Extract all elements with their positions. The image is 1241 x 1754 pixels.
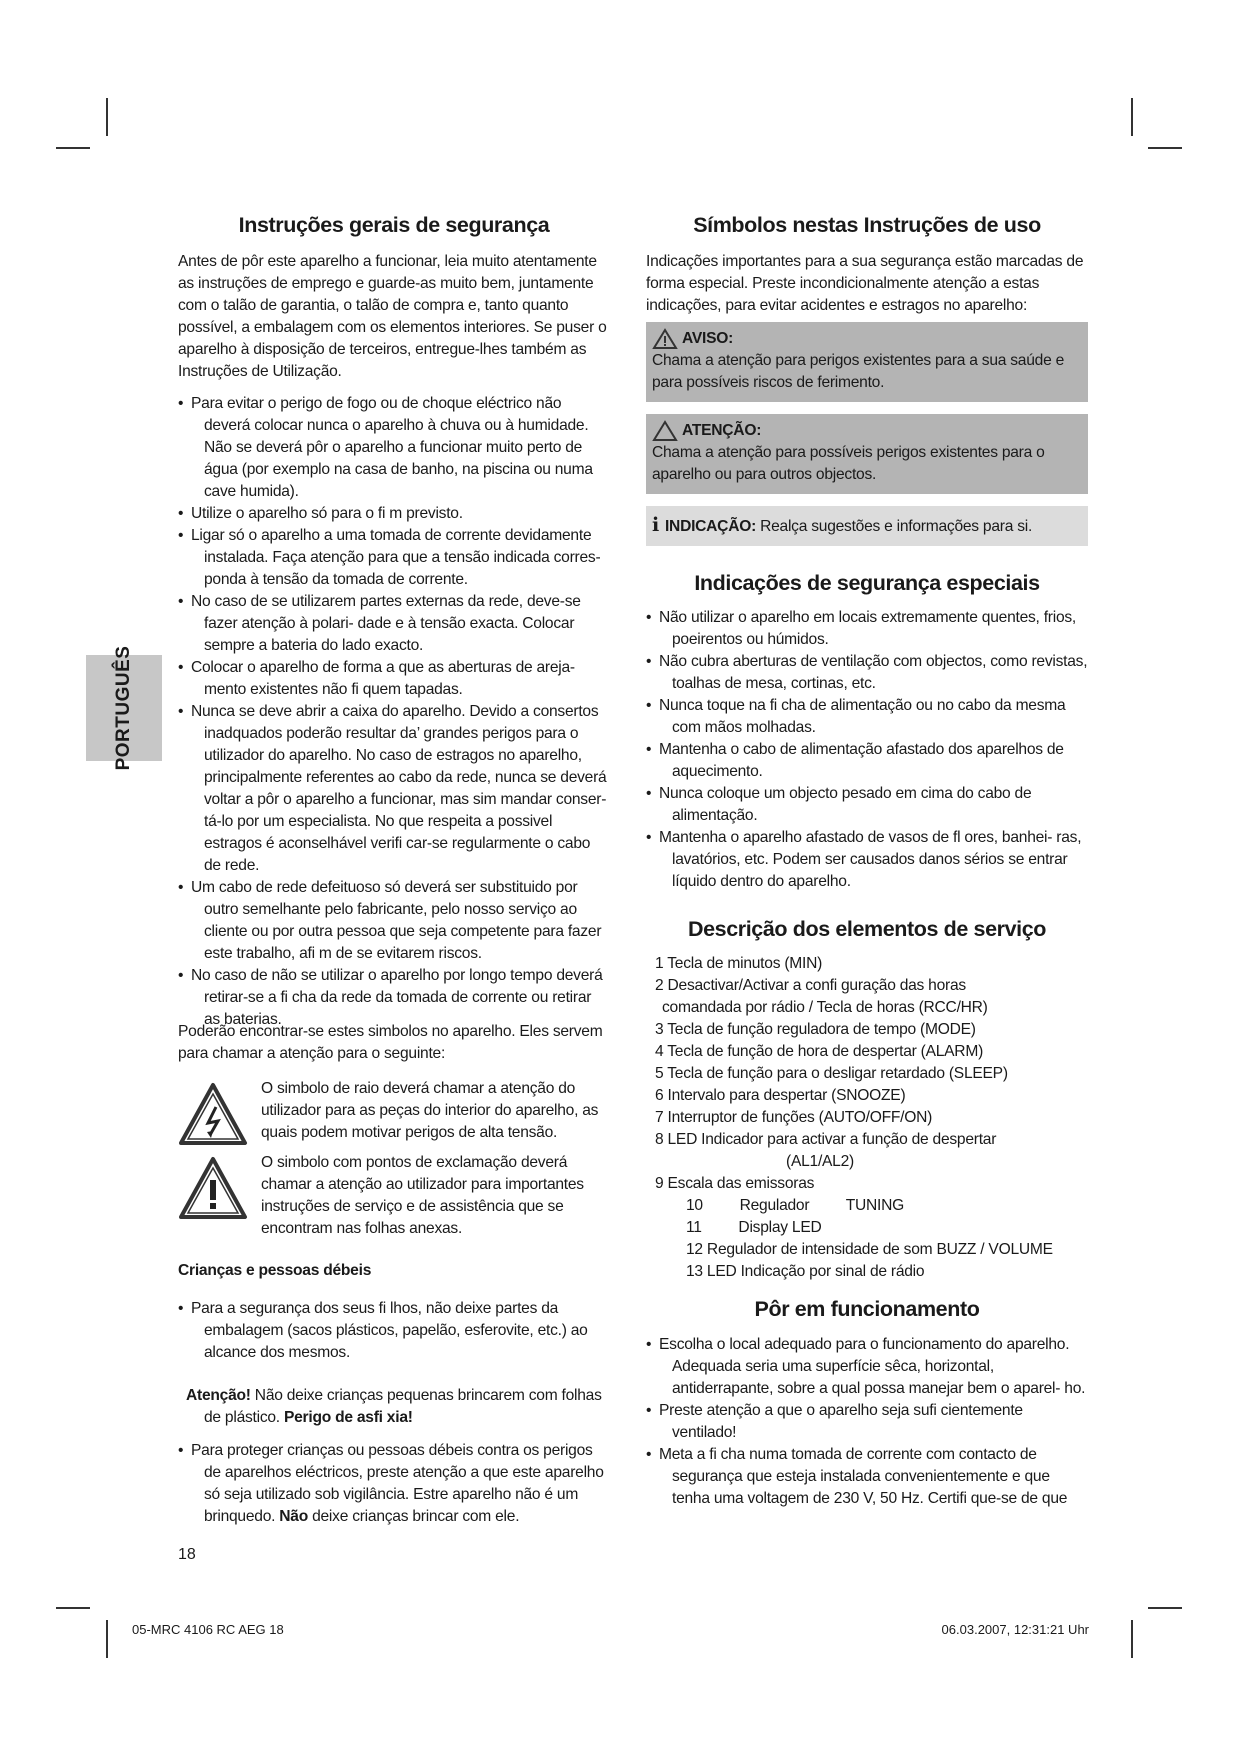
footer-file-info: 05-MRC 4106 RC AEG 18	[132, 1622, 284, 1637]
indicacao-box	[646, 506, 1088, 546]
list-item: 6 Intervalo para despertar (SNOOZE)	[655, 1087, 906, 1104]
list-item: 9 Escala das emissoras	[655, 1175, 815, 1192]
lightning-symbol-row	[178, 1078, 610, 1152]
language-side-tab	[86, 645, 162, 771]
symbols-intro: Indicações importantes para a sua segurança estão marcadas de forma especial. Preste incondicionalmente atenção a estas indicações, para evitar acidentes e estragos no aparelho:	[646, 253, 1084, 314]
exclamation-warning-icon	[178, 1156, 248, 1220]
list-item: 12 Regulador de intensidade de som BUZZ / VOLUME	[686, 1241, 1053, 1258]
nao-bold: Não	[279, 1508, 308, 1525]
list-item: • Não cubra aberturas de ventilação com objectos, como revistas, toalhas de mesa, cortinas, etc.	[646, 651, 1088, 695]
list-item: • Escolha o local adequado para o funcionamento do aparelho. Adequada seria uma superfície sêca, horizontal, antiderrapante, sobre a qual possa manejar bem o aparel- ho.	[646, 1334, 1088, 1400]
crop-mark	[1131, 1620, 1133, 1658]
language-label: PORTUGUÊS	[113, 645, 134, 771]
start-up-title: Pôr em funcionamento	[754, 1297, 980, 1321]
crop-mark	[106, 1620, 108, 1658]
list-item: • Colocar o aparelho de forma a que as aberturas de areja- mento existentes não fi quem tapadas.	[178, 657, 610, 701]
indicacao-label: INDICAÇÃO:	[664, 518, 757, 535]
warning-triangle-icon	[652, 328, 678, 350]
crop-mark	[56, 1607, 90, 1609]
high-voltage-warning-icon	[178, 1082, 248, 1146]
general-safety-title: Instruções gerais de segurança	[238, 213, 550, 237]
aviso-label: AVISO:	[682, 330, 734, 347]
exclamation-symbol-row	[178, 1152, 610, 1242]
info-icon: i	[652, 514, 659, 536]
list-item: 11 Display LED	[686, 1219, 822, 1236]
children-bullet-text-end: deixe crianças brincar com ele.	[308, 1508, 520, 1525]
special-safety-list	[646, 607, 1088, 893]
list-item: • No caso de se utilizarem partes externas da rede, deve-se fazer atenção à polari- dade e à tensão exacta. Colocar sempre a bateria do lado exacto.	[178, 591, 610, 657]
list-item: 8 LED Indicador para activar a função de despertar	[655, 1131, 997, 1148]
page-number: 18	[178, 1546, 196, 1563]
controls-description-title: Descrição dos elementos de serviço	[687, 917, 1047, 941]
indicacao-text: Realça sugestões e informações para si.	[756, 518, 1033, 535]
exclamation-symbol-text: O simbolo com pontos de exclamação deverá chamar a atenção ao utilizador para importantes instruções de serviço e de assistência que se encontram nas folhas anexas.	[261, 1154, 584, 1237]
lightning-symbol-text: O simbolo de raio deverá chamar a atenção do utilizador para as peças do interior do aparelho, as quais podem motivar perigos de alta tensão.	[261, 1080, 599, 1141]
start-up-list	[646, 1334, 1088, 1510]
suffocation-warning	[186, 1385, 610, 1429]
list-item: 1 Tecla de minutos (MIN)	[655, 955, 823, 972]
crop-mark	[1131, 98, 1133, 136]
list-item: comandada por rádio / Tecla de horas (RCC/HR)	[662, 999, 988, 1016]
symbols-on-device-intro: Poderão encontrar-se estes simbolos no aparelho. Eles servem para chamar a atenção para o seguinte:	[178, 1023, 603, 1062]
children-section-title: Crianças e pessoas débeis	[178, 1262, 372, 1279]
list-item: • Preste atenção a que o aparelho seja sufi cientemente ventilado!	[646, 1400, 1088, 1444]
list-item: 7 Interruptor de funções (AUTO/OFF/ON)	[655, 1109, 933, 1126]
list-item: 4 Tecla de função de hora de despertar (ALARM)	[655, 1043, 984, 1060]
perigo-label: Perigo de asfi xia!	[283, 1409, 413, 1426]
list-item: • Ligar só o aparelho a uma tomada de corrente devidamente instalada. Faça atenção para que a tensão indicada corres- ponda à tensão da tomada de corrente.	[178, 525, 610, 591]
children-list-2	[178, 1440, 610, 1528]
list-item: • Para a segurança dos seus fi lhos, não deixe partes da embalagem (sacos plásticos, papelão, esferovite, etc.) ao alcance dos mesmos.	[178, 1298, 610, 1364]
list-item: • Mantenha o cabo de alimentação afastado dos aparelhos de aquecimento.	[646, 739, 1088, 783]
list-item: • Mantenha o aparelho afastado de vasos de fl ores, banhei- ras, lavatórios, etc. Podem ser causados danos sérios se entrar líquido dentro do aparelho.	[646, 827, 1088, 893]
atencao-label: ATENÇÃO:	[682, 422, 762, 439]
list-item: • No caso de não se utilizar o aparelho por longo tempo deverá retirar-se a fi cha da rede da tomada de corrente ou retirar as baterias.	[178, 965, 610, 1031]
aviso-text: Chama a atenção para perigos existentes para a sua saúde e para possíveis riscos de ferimento.	[652, 352, 1065, 391]
crop-mark	[1148, 1607, 1182, 1609]
list-item: • Utilize o aparelho só para o fi m previsto.	[178, 503, 610, 525]
crop-mark	[56, 147, 90, 149]
list-item: 2 Desactivar/Activar a confi guração das horas	[655, 977, 966, 994]
children-bullet-text: Para proteger crianças ou pessoas débeis contra os perigos de aparelhos eléctricos, preste atenção a que este aparelho só seja utilizado sob vigilância. Estre aparelho não é um brinquedo.	[191, 1442, 604, 1525]
list-item: • Para evitar o perigo de fogo ou de choque eléctrico não deverá colocar nunca o aparelho à chuva ou à humidade. Não se deverá pôr o aparelho a funcionar muito perto de água (por exemplo na casa de banho, na piscina ou numa cave humida).	[178, 393, 610, 503]
footer-timestamp: 06.03.2007, 12:31:21 Uhr	[941, 1622, 1089, 1637]
special-safety-title: Indicações de segurança especiais	[694, 571, 1040, 595]
atencao-text: Chama a atenção para possíveis perigos existentes para o aparelho ou para outros objectos.	[652, 444, 1045, 483]
atencao-label: Atenção!	[186, 1387, 251, 1404]
general-safety-list	[178, 393, 610, 1031]
symbols-title: Símbolos nestas Instruções de uso	[693, 213, 1041, 237]
list-item: 5 Tecla de função para o desligar retardado (SLEEP)	[655, 1065, 1008, 1082]
list-item: • Nunca coloque um objecto pesado em cima do cabo de alimentação.	[646, 783, 1088, 827]
list-item: • Meta a fi cha numa tomada de corrente com contacto de segurança que esteja instalada convenientemente e que tenha uma voltagem de 230 V, 50 Hz. Certifi que-se de que	[646, 1444, 1088, 1510]
list-item: • Não utilizar o aparelho em locais extremamente quentes, frios, poeirentos ou húmidos.	[646, 607, 1088, 651]
controls-list	[646, 953, 1088, 1283]
list-item: 10 Regulador TUNING	[686, 1197, 905, 1214]
crop-mark	[106, 98, 108, 136]
list-item	[178, 1440, 610, 1528]
general-safety-intro: Antes de pôr este aparelho a funcionar, leia muito atentamente as instruções de emprego e guarde-as muito bem, juntamente com o talão de garantia, o talão de compra e, tanto quanto possível, a embalagem com os elementos interiores. Se puser o aparelho à disposição de terceiros, entregue-lhes também as Instruções de Utilização.	[178, 253, 607, 380]
list-item: 13 LED Indicação por sinal de rádio	[686, 1263, 925, 1280]
caution-triangle-icon	[652, 420, 678, 442]
list-item: • Nunca toque na fi cha de alimentação ou no cabo da mesma com mãos molhadas.	[646, 695, 1088, 739]
list-item: • Um cabo de rede defeituoso só deverá ser substituido por outro semelhante pelo fabricante, pelo nosso serviço ao cliente ou por outra pessoa que seja competente para fazer este trabalho, afi m de se evitarem riscos.	[178, 877, 610, 965]
list-item: 3 Tecla de função reguladora de tempo (MODE)	[655, 1021, 976, 1038]
atencao-text: Não deixe crianças pequenas brincarem com folhas de plástico.	[204, 1387, 602, 1426]
atencao-box	[646, 414, 1088, 494]
list-item: • Nunca se deve abrir a caixa do aparelho. Devido a consertos inadquados poderão resultar da’ grandes perigos para o utilizador do aparelho. No caso de estragos no aparelho, principalmente referentes ao cabo da rede, nunca se deverá voltar a pôr o aparelho a funcionar, mas sim mandar conser- tá-lo por um especialista. No que respeita a possivel estragos é aconselhável verifi car-se regularmente o cabo de rede.	[178, 701, 610, 877]
crop-mark	[1148, 147, 1182, 149]
aviso-box	[646, 322, 1088, 402]
children-list-1	[178, 1298, 610, 1364]
list-item: (AL1/AL2)	[786, 1153, 854, 1170]
